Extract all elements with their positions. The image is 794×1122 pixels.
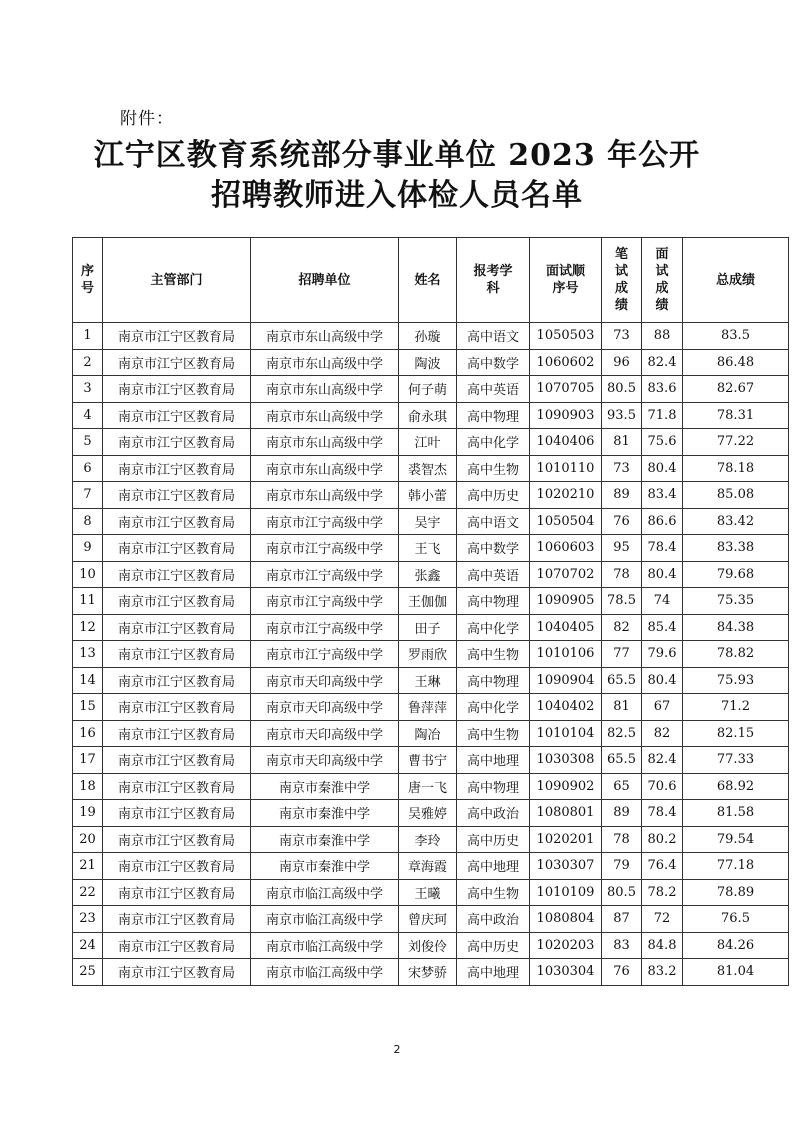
cell-department: 南京市江宁区教育局 [103, 349, 251, 376]
cell-interview-score: 80.2 [642, 826, 683, 853]
cell-interview-order: 1050504 [530, 508, 602, 535]
cell-total-score: 86.48 [683, 349, 789, 376]
table-row [73, 694, 789, 721]
cell-total-score: 78.82 [683, 641, 789, 668]
cell-employer: 南京市临江高级中学 [251, 959, 399, 986]
cell-written-score: 82 [602, 614, 642, 641]
cell-subject: 高中生物 [457, 720, 530, 747]
cell-interview-order: 1030308 [530, 747, 602, 774]
cell-total-score: 77.33 [683, 747, 789, 774]
cell-name: 何子萌 [399, 376, 457, 403]
header-subject: 报考学 科 [457, 238, 530, 323]
cell-department: 南京市江宁区教育局 [103, 561, 251, 588]
cell-interview-order: 1020210 [530, 482, 602, 509]
table-body [73, 323, 789, 986]
cell-interview-score: 78.2 [642, 879, 683, 906]
cell-department: 南京市江宁区教育局 [103, 376, 251, 403]
table-row [73, 879, 789, 906]
table-row [73, 323, 789, 350]
cell-department: 南京市江宁区教育局 [103, 879, 251, 906]
cell-index: 11 [73, 588, 103, 615]
cell-interview-order: 1050503 [530, 323, 602, 350]
cell-total-score: 84.38 [683, 614, 789, 641]
table-row [73, 402, 789, 429]
table-row [73, 853, 789, 880]
cell-subject: 高中英语 [457, 561, 530, 588]
cell-subject: 高中化学 [457, 614, 530, 641]
cell-name: 宋梦骄 [399, 959, 457, 986]
cell-index: 17 [73, 747, 103, 774]
cell-employer: 南京市临江高级中学 [251, 879, 399, 906]
cell-interview-order: 1010110 [530, 455, 602, 482]
cell-interview-score: 83.4 [642, 482, 683, 509]
header-total-score: 总成绩 [683, 238, 789, 323]
cell-interview-score: 80.4 [642, 561, 683, 588]
cell-total-score: 81.04 [683, 959, 789, 986]
cell-total-score: 79.68 [683, 561, 789, 588]
cell-interview-score: 80.4 [642, 455, 683, 482]
cell-total-score: 75.35 [683, 588, 789, 615]
table-row [73, 932, 789, 959]
cell-department: 南京市江宁区教育局 [103, 641, 251, 668]
cell-index: 13 [73, 641, 103, 668]
cell-employer: 南京市东山高级中学 [251, 323, 399, 350]
cell-department: 南京市江宁区教育局 [103, 959, 251, 986]
cell-department: 南京市江宁区教育局 [103, 667, 251, 694]
cell-written-score: 81 [602, 429, 642, 456]
table-row [73, 641, 789, 668]
cell-department: 南京市江宁区教育局 [103, 323, 251, 350]
cell-interview-score: 86.6 [642, 508, 683, 535]
cell-interview-order: 1010106 [530, 641, 602, 668]
cell-subject: 高中地理 [457, 747, 530, 774]
table-row [73, 588, 789, 615]
cell-total-score: 79.54 [683, 826, 789, 853]
cell-employer: 南京市临江高级中学 [251, 932, 399, 959]
cell-department: 南京市江宁区教育局 [103, 429, 251, 456]
cell-name: 刘俊伶 [399, 932, 457, 959]
cell-name: 曾庆珂 [399, 906, 457, 933]
cell-written-score: 80.5 [602, 376, 642, 403]
cell-index: 19 [73, 800, 103, 827]
cell-written-score: 80.5 [602, 879, 642, 906]
cell-department: 南京市江宁区教育局 [103, 482, 251, 509]
cell-subject: 高中语文 [457, 323, 530, 350]
cell-name: 章海霞 [399, 853, 457, 880]
cell-index: 20 [73, 826, 103, 853]
cell-total-score: 78.31 [683, 402, 789, 429]
cell-employer: 南京市江宁高级中学 [251, 588, 399, 615]
cell-total-score: 83.5 [683, 323, 789, 350]
document-title-line-2: 招聘教师进入体检人员名单 [211, 178, 583, 213]
cell-interview-order: 1040402 [530, 694, 602, 721]
cell-name: 田子 [399, 614, 457, 641]
cell-name: 唐一飞 [399, 773, 457, 800]
cell-total-score: 82.15 [683, 720, 789, 747]
cell-written-score: 95 [602, 535, 642, 562]
cell-interview-order: 1030307 [530, 853, 602, 880]
table-row [73, 906, 789, 933]
cell-interview-score: 76.4 [642, 853, 683, 880]
cell-total-score: 81.58 [683, 800, 789, 827]
cell-interview-score: 80.4 [642, 667, 683, 694]
cell-name: 鲁萍萍 [399, 694, 457, 721]
cell-total-score: 76.5 [683, 906, 789, 933]
cell-written-score: 65 [602, 773, 642, 800]
cell-employer: 南京市东山高级中学 [251, 349, 399, 376]
cell-name: 曹书宁 [399, 747, 457, 774]
table-row [73, 376, 789, 403]
cell-written-score: 82.5 [602, 720, 642, 747]
cell-index: 14 [73, 667, 103, 694]
cell-total-score: 77.18 [683, 853, 789, 880]
table-header-row [73, 238, 789, 323]
cell-employer: 南京市秦淮中学 [251, 773, 399, 800]
cell-index: 9 [73, 535, 103, 562]
cell-index: 6 [73, 455, 103, 482]
cell-written-score: 73 [602, 455, 642, 482]
cell-interview-order: 1070705 [530, 376, 602, 403]
cell-interview-order: 1080801 [530, 800, 602, 827]
cell-interview-score: 88 [642, 323, 683, 350]
table-row [73, 561, 789, 588]
cell-subject: 高中历史 [457, 482, 530, 509]
cell-employer: 南京市秦淮中学 [251, 826, 399, 853]
cell-written-score: 81 [602, 694, 642, 721]
cell-index: 5 [73, 429, 103, 456]
cell-written-score: 93.5 [602, 402, 642, 429]
header-department: 主管部门 [103, 238, 251, 323]
cell-interview-order: 1040405 [530, 614, 602, 641]
cell-department: 南京市江宁区教育局 [103, 773, 251, 800]
cell-subject: 高中物理 [457, 773, 530, 800]
page-number: 2 [393, 1043, 401, 1056]
cell-interview-order: 1060602 [530, 349, 602, 376]
cell-written-score: 65.5 [602, 747, 642, 774]
cell-name: 韩小蕾 [399, 482, 457, 509]
cell-name: 王伽伽 [399, 588, 457, 615]
cell-index: 8 [73, 508, 103, 535]
cell-total-score: 83.42 [683, 508, 789, 535]
cell-name: 王琳 [399, 667, 457, 694]
cell-index: 12 [73, 614, 103, 641]
cell-index: 7 [73, 482, 103, 509]
table-row [73, 959, 789, 986]
cell-index: 15 [73, 694, 103, 721]
cell-subject: 高中历史 [457, 932, 530, 959]
cell-department: 南京市江宁区教育局 [103, 508, 251, 535]
table-row [73, 747, 789, 774]
cell-total-score: 75.93 [683, 667, 789, 694]
cell-name: 俞永琪 [399, 402, 457, 429]
cell-department: 南京市江宁区教育局 [103, 720, 251, 747]
cell-employer: 南京市临江高级中学 [251, 906, 399, 933]
cell-interview-order: 1090904 [530, 667, 602, 694]
cell-name: 陶波 [399, 349, 457, 376]
cell-subject: 高中政治 [457, 906, 530, 933]
cell-interview-score: 78.4 [642, 800, 683, 827]
candidate-table [72, 237, 789, 986]
cell-department: 南京市江宁区教育局 [103, 614, 251, 641]
cell-employer: 南京市秦淮中学 [251, 853, 399, 880]
table-row [73, 826, 789, 853]
header-interview-order: 面试顺 序号 [530, 238, 602, 323]
cell-interview-order: 1020201 [530, 826, 602, 853]
cell-written-score: 89 [602, 482, 642, 509]
table-row [73, 455, 789, 482]
cell-written-score: 73 [602, 323, 642, 350]
cell-total-score: 85.08 [683, 482, 789, 509]
cell-name: 王飞 [399, 535, 457, 562]
cell-written-score: 96 [602, 349, 642, 376]
cell-department: 南京市江宁区教育局 [103, 455, 251, 482]
cell-subject: 高中地理 [457, 853, 530, 880]
cell-employer: 南京市天印高级中学 [251, 694, 399, 721]
cell-employer: 南京市江宁高级中学 [251, 614, 399, 641]
cell-written-score: 78 [602, 826, 642, 853]
table-row [73, 429, 789, 456]
cell-employer: 南京市天印高级中学 [251, 747, 399, 774]
table-row [73, 773, 789, 800]
cell-index: 16 [73, 720, 103, 747]
cell-department: 南京市江宁区教育局 [103, 853, 251, 880]
cell-total-score: 83.38 [683, 535, 789, 562]
cell-subject: 高中英语 [457, 376, 530, 403]
cell-employer: 南京市东山高级中学 [251, 429, 399, 456]
cell-employer: 南京市江宁高级中学 [251, 508, 399, 535]
cell-index: 23 [73, 906, 103, 933]
attachment-label: 附件： [120, 109, 174, 129]
cell-subject: 高中生物 [457, 455, 530, 482]
cell-total-score: 77.22 [683, 429, 789, 456]
cell-subject: 高中生物 [457, 879, 530, 906]
cell-interview-score: 72 [642, 906, 683, 933]
cell-index: 18 [73, 773, 103, 800]
table-row [73, 614, 789, 641]
cell-name: 王曦 [399, 879, 457, 906]
cell-index: 10 [73, 561, 103, 588]
cell-interview-score: 71.8 [642, 402, 683, 429]
cell-interview-score: 85.4 [642, 614, 683, 641]
cell-name: 李玲 [399, 826, 457, 853]
cell-employer: 南京市江宁高级中学 [251, 535, 399, 562]
cell-interview-score: 83.2 [642, 959, 683, 986]
cell-written-score: 76 [602, 959, 642, 986]
table-row [73, 800, 789, 827]
cell-written-score: 89 [602, 800, 642, 827]
cell-interview-order: 1020203 [530, 932, 602, 959]
cell-written-score: 65.5 [602, 667, 642, 694]
cell-interview-order: 1010109 [530, 879, 602, 906]
cell-subject: 高中生物 [457, 641, 530, 668]
cell-total-score: 82.67 [683, 376, 789, 403]
cell-written-score: 83 [602, 932, 642, 959]
cell-interview-order: 1090905 [530, 588, 602, 615]
cell-employer: 南京市东山高级中学 [251, 402, 399, 429]
cell-employer: 南京市天印高级中学 [251, 720, 399, 747]
cell-index: 1 [73, 323, 103, 350]
cell-index: 4 [73, 402, 103, 429]
cell-employer: 南京市东山高级中学 [251, 376, 399, 403]
cell-name: 张鑫 [399, 561, 457, 588]
cell-department: 南京市江宁区教育局 [103, 747, 251, 774]
cell-written-score: 87 [602, 906, 642, 933]
table-row [73, 508, 789, 535]
cell-name: 陶冶 [399, 720, 457, 747]
cell-department: 南京市江宁区教育局 [103, 535, 251, 562]
document-title-line-1: 江宁区教育系统部分事业单位 2023 年公开 [93, 138, 701, 173]
table-row [73, 667, 789, 694]
cell-name: 裘智杰 [399, 455, 457, 482]
cell-department: 南京市江宁区教育局 [103, 932, 251, 959]
cell-subject: 高中语文 [457, 508, 530, 535]
cell-employer: 南京市江宁高级中学 [251, 561, 399, 588]
cell-interview-order: 1080804 [530, 906, 602, 933]
cell-interview-score: 78.4 [642, 535, 683, 562]
cell-employer: 南京市天印高级中学 [251, 667, 399, 694]
cell-interview-order: 1010104 [530, 720, 602, 747]
table-row [73, 482, 789, 509]
cell-index: 2 [73, 349, 103, 376]
cell-written-score: 76 [602, 508, 642, 535]
cell-written-score: 77 [602, 641, 642, 668]
cell-subject: 高中物理 [457, 402, 530, 429]
cell-department: 南京市江宁区教育局 [103, 906, 251, 933]
cell-employer: 南京市江宁高级中学 [251, 641, 399, 668]
cell-employer: 南京市东山高级中学 [251, 482, 399, 509]
cell-subject: 高中数学 [457, 535, 530, 562]
cell-total-score: 68.92 [683, 773, 789, 800]
cell-interview-score: 84.8 [642, 932, 683, 959]
cell-total-score: 84.26 [683, 932, 789, 959]
cell-index: 25 [73, 959, 103, 986]
header-interview-score: 面 试 成 绩 [642, 238, 683, 323]
cell-department: 南京市江宁区教育局 [103, 800, 251, 827]
cell-index: 22 [73, 879, 103, 906]
cell-department: 南京市江宁区教育局 [103, 694, 251, 721]
cell-interview-order: 1040406 [530, 429, 602, 456]
cell-department: 南京市江宁区教育局 [103, 402, 251, 429]
cell-subject: 高中地理 [457, 959, 530, 986]
cell-interview-order: 1070702 [530, 561, 602, 588]
cell-index: 24 [73, 932, 103, 959]
cell-index: 21 [73, 853, 103, 880]
header-index: 序 号 [73, 238, 103, 323]
table-row [73, 720, 789, 747]
cell-total-score: 78.18 [683, 455, 789, 482]
cell-employer: 南京市秦淮中学 [251, 800, 399, 827]
cell-total-score: 71.2 [683, 694, 789, 721]
cell-name: 江叶 [399, 429, 457, 456]
cell-interview-score: 82.4 [642, 349, 683, 376]
cell-index: 3 [73, 376, 103, 403]
cell-name: 吴宇 [399, 508, 457, 535]
cell-interview-order: 1090902 [530, 773, 602, 800]
cell-written-score: 78.5 [602, 588, 642, 615]
cell-interview-score: 75.6 [642, 429, 683, 456]
header-employer: 招聘单位 [251, 238, 399, 323]
cell-interview-score: 79.6 [642, 641, 683, 668]
cell-subject: 高中物理 [457, 667, 530, 694]
cell-interview-order: 1030304 [530, 959, 602, 986]
cell-written-score: 78 [602, 561, 642, 588]
cell-department: 南京市江宁区教育局 [103, 826, 251, 853]
cell-interview-order: 1090903 [530, 402, 602, 429]
table-row [73, 535, 789, 562]
cell-interview-score: 82 [642, 720, 683, 747]
header-name: 姓名 [399, 238, 457, 323]
cell-subject: 高中数学 [457, 349, 530, 376]
cell-subject: 高中化学 [457, 694, 530, 721]
cell-subject: 高中物理 [457, 588, 530, 615]
cell-subject: 高中化学 [457, 429, 530, 456]
cell-employer: 南京市东山高级中学 [251, 455, 399, 482]
cell-name: 罗雨欣 [399, 641, 457, 668]
cell-interview-score: 82.4 [642, 747, 683, 774]
cell-department: 南京市江宁区教育局 [103, 588, 251, 615]
header-written-score: 笔 试 成 绩 [602, 238, 642, 323]
cell-interview-score: 74 [642, 588, 683, 615]
table-row [73, 349, 789, 376]
cell-interview-score: 70.6 [642, 773, 683, 800]
cell-name: 吴雅婷 [399, 800, 457, 827]
cell-written-score: 79 [602, 853, 642, 880]
cell-total-score: 78.89 [683, 879, 789, 906]
cell-subject: 高中政治 [457, 800, 530, 827]
cell-interview-order: 1060603 [530, 535, 602, 562]
cell-name: 孙璇 [399, 323, 457, 350]
cell-interview-score: 67 [642, 694, 683, 721]
cell-interview-score: 83.6 [642, 376, 683, 403]
cell-subject: 高中历史 [457, 826, 530, 853]
